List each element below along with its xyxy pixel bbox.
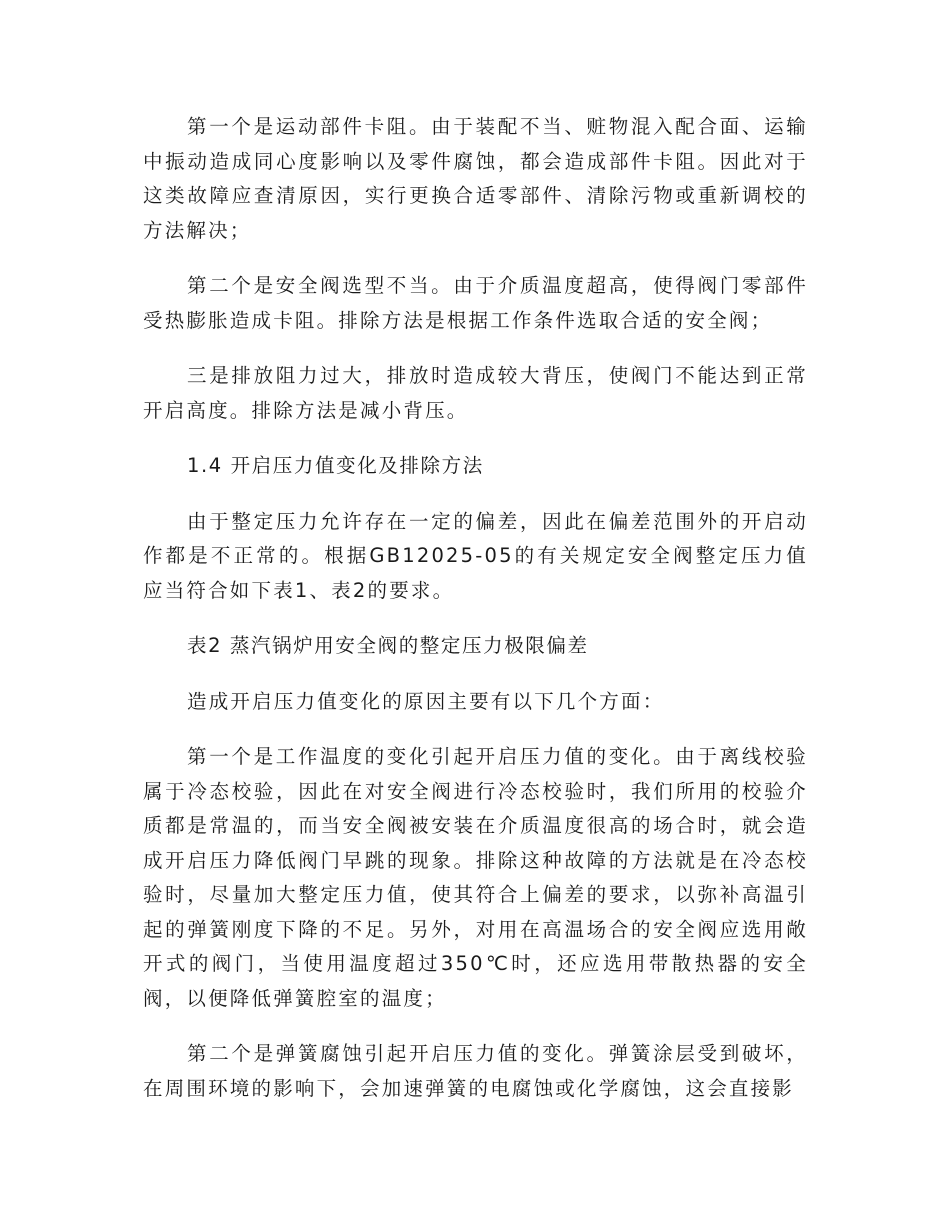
document-body: [143, 110, 808, 1127]
paragraph-causes-intro: 造成开启压力值变化的原因主要有以下几个方面：: [187, 689, 665, 713]
paragraph-temperature-change: 第一个是工作温度的变化引起开启压力值的变化。由于离线校验属于冷态校验，因此在对安全阀进行冷态校验时，我们所用的校验介质都是常温的，而当安全阀被安装在介质温度很高的场合时，就会造成开启压力降低阀门早跳的现象。排除这种故障的方法就是在冷态校验时，尽量加大整定压力值，使其符合上偏差的要求，以弥补高温引起的弹簧刚度下降的不足。另外，对用在高温场合的安全阀应选用敞开式的阀门，当使用温度超过350℃时，还应选用带散热器的安全阀，以便降低弹簧腔室的温度；: [143, 745, 808, 1010]
paragraph-set-pressure-deviation: 由于整定压力允许存在一定的偏差，因此在偏差范围外的开启动作都是不正常的。根据GB12025-05的有关规定安全阀整定压力值应当符合如下表1、表2的要求。: [143, 509, 808, 602]
table-caption: 表2 蒸汽锅炉用安全阀的整定压力极限偏差: [187, 634, 589, 657]
paragraph-valve-selection: 第二个是安全阀选型不当。由于介质温度超高，使得阀门零部件受热膨胀造成卡阻。排除方法是根据工作条件选取合适的安全阀；: [143, 274, 808, 332]
paragraph-spring-corrosion: 第二个是弹簧腐蚀引起开启压力值的变化。弹簧涂层受到破坏，在周围环境的影响下，会加速弹簧的电腐蚀或化学腐蚀，这会直接影: [143, 1042, 808, 1100]
paragraph-discharge-resistance: 三是排放阻力过大，排放时造成较大背压，使阀门不能达到正常开启高度。排除方法是减小背压。: [143, 364, 808, 422]
paragraph-moving-parts-jam: 第一个是运动部件卡阻。由于装配不当、赃物混入配合面、运输中振动造成同心度影响以及零件腐蚀，都会造成部件卡阻。因此对于这类故障应查清原因，实行更换合适零部件、清除污物或重新调校的方法解决；: [143, 115, 808, 242]
section-heading: 1.4 开启压力值变化及排除方法: [187, 454, 484, 477]
